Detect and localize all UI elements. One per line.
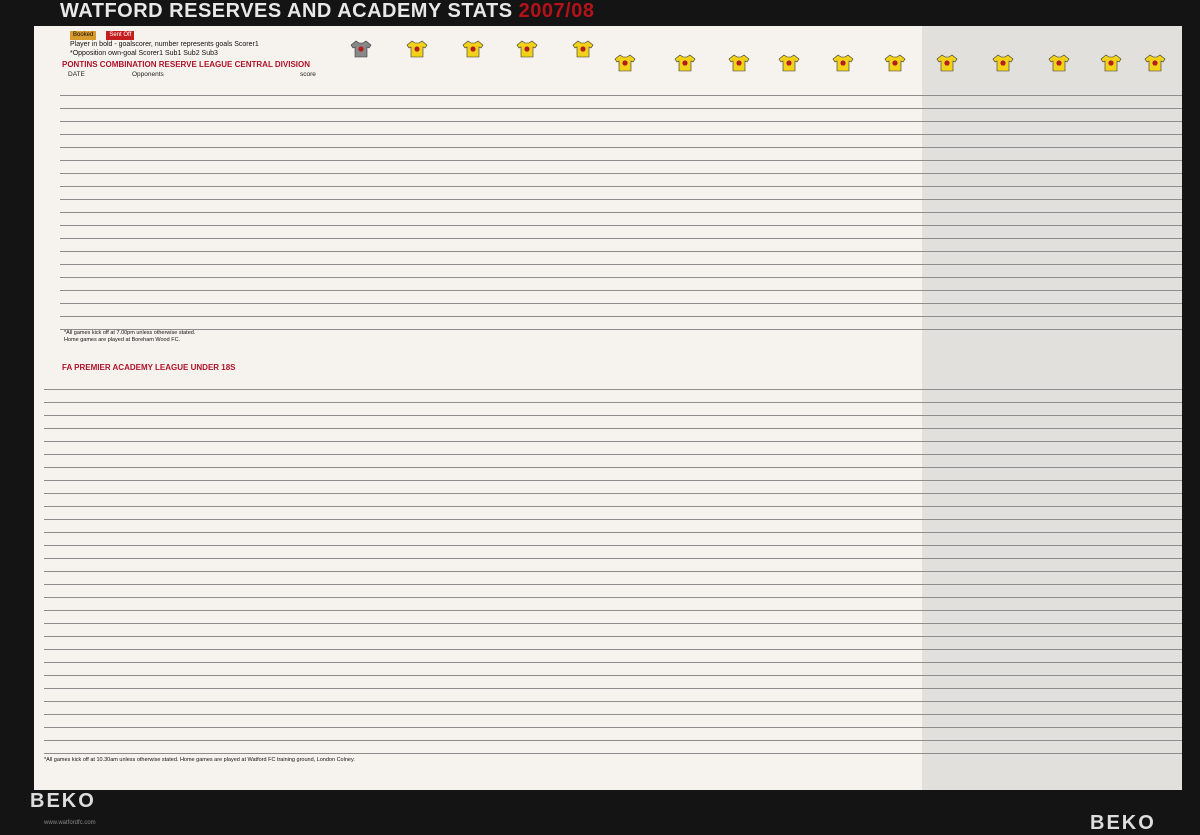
reserve-rule-right bbox=[612, 316, 1182, 330]
outfield-shirt-icon bbox=[462, 40, 484, 58]
academy-rule-right bbox=[612, 415, 1182, 429]
reserve-rule-right bbox=[612, 251, 1182, 265]
reserve-rule-right bbox=[612, 199, 1182, 213]
academy-rule-right bbox=[612, 714, 1182, 728]
outfield-shirt-icon bbox=[832, 54, 854, 72]
reserve-rule-left bbox=[60, 264, 612, 278]
academy-rule-left bbox=[44, 636, 612, 650]
academy-rule-right bbox=[612, 636, 1182, 650]
reserve-rule-right bbox=[612, 186, 1182, 200]
booked-badge: Booked bbox=[70, 31, 96, 40]
academy-rule-right bbox=[612, 558, 1182, 572]
reserve-rule-right bbox=[612, 134, 1182, 148]
reserve-rule-right bbox=[612, 225, 1182, 239]
academy-rule-right bbox=[612, 584, 1182, 598]
outfield-shirt-icon bbox=[516, 40, 538, 58]
academy-rule-right bbox=[612, 506, 1182, 520]
outfield-shirt-icon bbox=[728, 54, 750, 72]
reserve-rule-left bbox=[60, 199, 612, 213]
outfield-shirt-icon bbox=[1144, 54, 1166, 72]
academy-rule-left bbox=[44, 480, 612, 494]
academy-rule-right bbox=[612, 623, 1182, 637]
reserve-rule-right bbox=[612, 277, 1182, 291]
academy-rule-left bbox=[44, 740, 612, 754]
reserve-rule-right bbox=[612, 303, 1182, 317]
academy-rule-left bbox=[44, 493, 612, 507]
page-title-text: WATFORD RESERVES AND ACADEMY STATS bbox=[60, 0, 513, 22]
outfield-shirt-icon bbox=[572, 40, 594, 58]
reserve-rule-left bbox=[60, 238, 612, 252]
reserve-rule-right bbox=[612, 108, 1182, 122]
sponsor-logo-left: BEKO bbox=[30, 790, 96, 812]
academy-rule-left bbox=[44, 441, 612, 455]
academy-rule-left bbox=[44, 571, 612, 585]
page-title bbox=[60, 0, 594, 24]
date-header: DATE bbox=[68, 71, 85, 78]
academy-rule-right bbox=[612, 688, 1182, 702]
reserve-rule-left bbox=[60, 251, 612, 265]
outfield-shirt-icon bbox=[406, 40, 428, 58]
academy-rule-left bbox=[44, 389, 612, 403]
academy-rule-right bbox=[612, 649, 1182, 663]
academy-rule-left bbox=[44, 519, 612, 533]
academy-rule-left bbox=[44, 610, 612, 624]
reserve-rule-left bbox=[60, 303, 612, 317]
page-title-year: 2007/08 bbox=[518, 0, 595, 22]
reserve-rule-right bbox=[612, 82, 1182, 96]
outfield-shirt-icon bbox=[614, 54, 636, 72]
reserve-rule-right bbox=[612, 212, 1182, 226]
academy-rule-left bbox=[44, 428, 612, 442]
academy-rule-right bbox=[612, 701, 1182, 715]
reserve-rule-right bbox=[612, 173, 1182, 187]
academy-rule-right bbox=[612, 610, 1182, 624]
academy-rule-right bbox=[612, 545, 1182, 559]
academy-section-title: FA PREMIER ACADEMY LEAGUE UNDER 18S bbox=[62, 363, 236, 372]
reserve-rule-left bbox=[60, 277, 612, 291]
outfield-shirt-icon bbox=[936, 54, 958, 72]
academy-rule-left bbox=[44, 584, 612, 598]
outfield-shirt-icon bbox=[1100, 54, 1122, 72]
academy-rule-right bbox=[612, 480, 1182, 494]
reserve-rule-left bbox=[60, 173, 612, 187]
reserve-note-2: Home games are played at Boreham Wood FC. bbox=[64, 336, 181, 343]
academy-rule-left bbox=[44, 727, 612, 741]
reserve-note-1: *All games kick off at 7.00pm unless otherwise stated. bbox=[64, 330, 196, 336]
reserve-rule-left bbox=[60, 95, 612, 109]
academy-rule-right bbox=[612, 571, 1182, 585]
academy-rule-right bbox=[612, 532, 1182, 546]
right-page bbox=[612, 26, 1182, 790]
academy-rule-right bbox=[612, 519, 1182, 533]
academy-rule-left bbox=[44, 454, 612, 468]
outfield-shirt-icon bbox=[1048, 54, 1070, 72]
legend-line-1: Player in bold - goalscorer, number represents goals Scorer1 bbox=[70, 41, 259, 48]
academy-rule-right bbox=[612, 740, 1182, 754]
academy-rule-right bbox=[612, 662, 1182, 676]
reserve-rule-left bbox=[60, 160, 612, 174]
legend-line-2: *Opposition own-goal Scorer1 Sub1 Sub2 Sub3 bbox=[70, 50, 218, 57]
academy-rule-left bbox=[44, 597, 612, 611]
academy-rule-right bbox=[612, 727, 1182, 741]
academy-rule-left bbox=[44, 688, 612, 702]
academy-rule-left bbox=[44, 467, 612, 481]
academy-note: *All games kick off at 10.30am unless otherwise stated. Home games are played at Watford FC training ground, London Colney. bbox=[44, 757, 355, 763]
academy-rule-right bbox=[612, 675, 1182, 689]
academy-rule-left bbox=[44, 506, 612, 520]
reserve-rule-right bbox=[612, 264, 1182, 278]
reserve-rule-left bbox=[60, 147, 612, 161]
outfield-shirt-icon bbox=[992, 54, 1014, 72]
academy-rule-left bbox=[44, 662, 612, 676]
reserve-rule-left bbox=[60, 134, 612, 148]
sponsor-logo-right: BEKO bbox=[1090, 812, 1156, 834]
reserve-rule-right bbox=[612, 160, 1182, 174]
legend bbox=[70, 30, 259, 58]
opponents-header: Opponents bbox=[132, 71, 164, 78]
club-url: www.watfordfc.com bbox=[44, 820, 96, 826]
reserve-rule-right bbox=[612, 238, 1182, 252]
reserve-rule-right bbox=[612, 121, 1182, 135]
reserve-rule-left bbox=[60, 212, 612, 226]
academy-rule-right bbox=[612, 441, 1182, 455]
reserve-rule-right bbox=[612, 95, 1182, 109]
outfield-shirt-icon bbox=[884, 54, 906, 72]
academy-rule-left bbox=[44, 649, 612, 663]
reserve-rule-left bbox=[60, 108, 612, 122]
academy-rule-left bbox=[44, 558, 612, 572]
reserve-rule-left bbox=[60, 82, 612, 96]
sent-off-badge: Sent Off bbox=[106, 31, 134, 40]
academy-rule-left bbox=[44, 714, 612, 728]
reserve-rule-right bbox=[612, 290, 1182, 304]
academy-rule-right bbox=[612, 402, 1182, 416]
reserve-rule-left bbox=[60, 225, 612, 239]
academy-rule-right bbox=[612, 454, 1182, 468]
academy-rule-left bbox=[44, 415, 612, 429]
academy-rule-left bbox=[44, 376, 612, 390]
academy-rule-right bbox=[612, 389, 1182, 403]
academy-rule-left bbox=[44, 675, 612, 689]
left-page bbox=[34, 26, 612, 790]
reserve-rule-left bbox=[60, 316, 612, 330]
outfield-shirt-icon bbox=[778, 54, 800, 72]
outfield-shirt-icon bbox=[674, 54, 696, 72]
academy-rule-left bbox=[44, 532, 612, 546]
academy-rule-left bbox=[44, 701, 612, 715]
academy-rule-left bbox=[44, 623, 612, 637]
academy-rule-right bbox=[612, 597, 1182, 611]
goalkeeper-shirt-icon bbox=[350, 40, 372, 58]
academy-rule-right bbox=[612, 376, 1182, 390]
academy-rule-right bbox=[612, 428, 1182, 442]
academy-rule-right bbox=[612, 467, 1182, 481]
reserve-note bbox=[64, 330, 195, 343]
academy-rule-left bbox=[44, 545, 612, 559]
academy-rule-left bbox=[44, 402, 612, 416]
reserve-rule-left bbox=[60, 290, 612, 304]
reserve-rule-left bbox=[60, 121, 612, 135]
reserve-rule-right bbox=[612, 147, 1182, 161]
reserve-rule-left bbox=[60, 186, 612, 200]
reserve-section-title: PONTINS COMBINATION RESERVE LEAGUE CENTRAL DIVISION bbox=[62, 60, 311, 69]
academy-rule-right bbox=[612, 493, 1182, 507]
score-header: score bbox=[300, 71, 316, 78]
